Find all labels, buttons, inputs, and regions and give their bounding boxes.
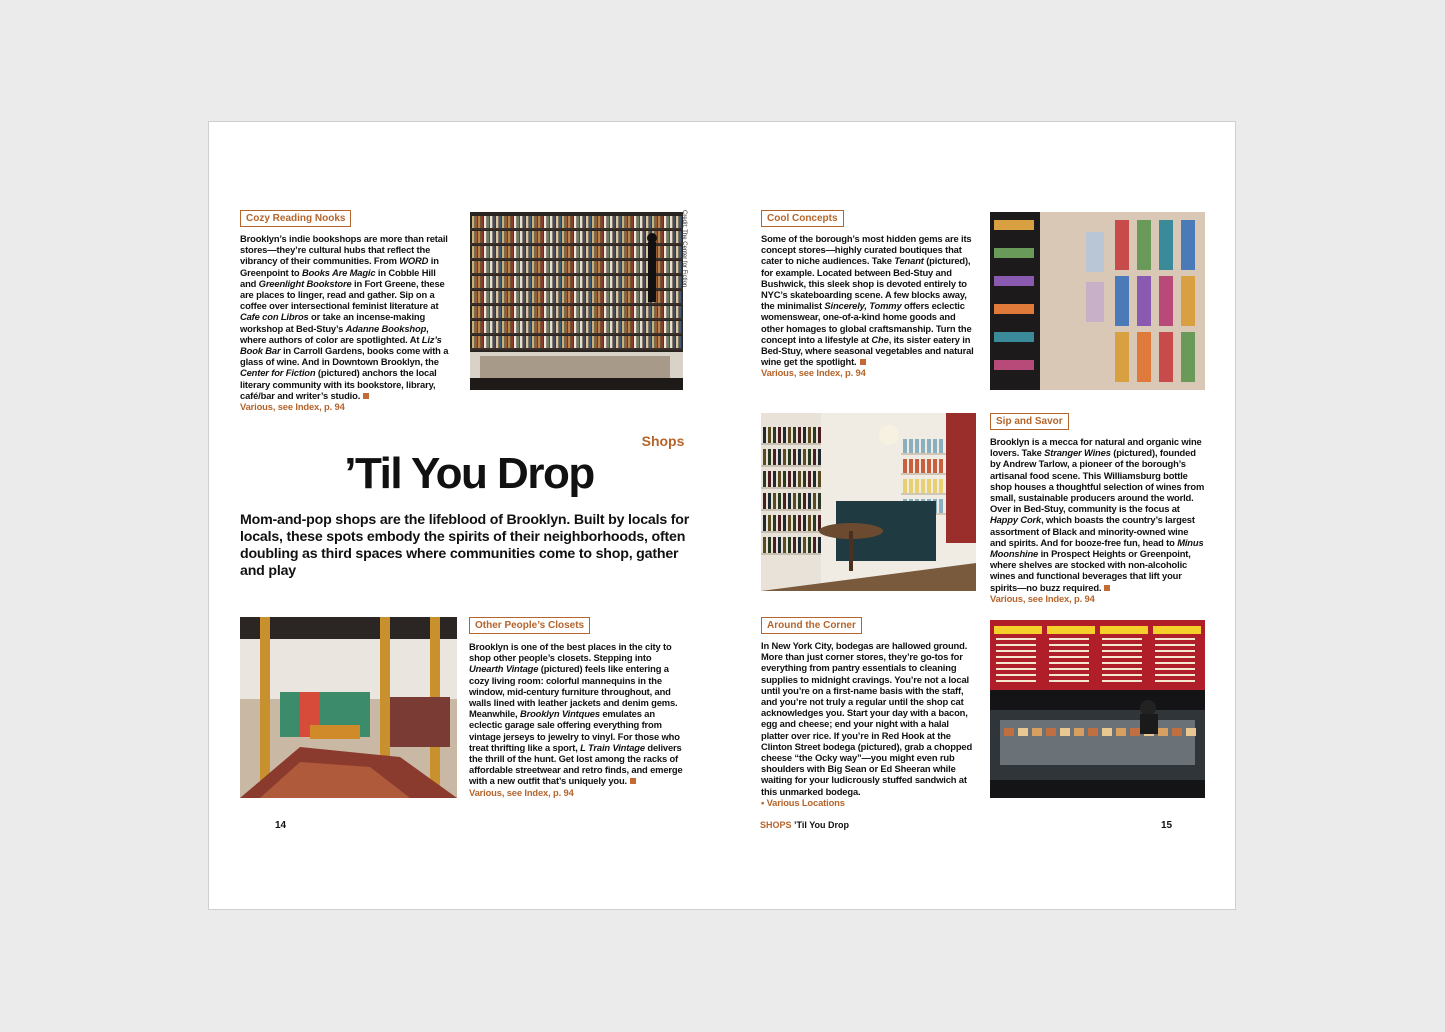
corner-source: • Various Locations xyxy=(761,796,845,808)
other-peoples-closets-text: Brooklyn is one of the best places in the city to shop other people’s closets. Stepping into Unearth Vintage (pictured) feels like entering a cozy living room: colorful mannequins in the window, mid-century furniture throughout, and walls lined with leather jackets and denim gems. Meanwhile, Brooklyn Vintques emulates an eclectic garage sale offering everything from vintage jerseys to jewelry to vinyl. For those who treat thrifting like a sport, L Train Vintage delivers the thrill of the hunt. Get lost among the racks of affordable streetwear and retro finds, and emerge with a new outfit that’s uniquely you. Various, see Index, p. 94 xyxy=(469,641,683,798)
bookstore-photo xyxy=(470,212,683,390)
other-peoples-closets-tag: Other People’s Closets xyxy=(469,617,590,634)
vintage-shop-photo xyxy=(240,617,457,798)
cool-concepts-text: Some of the borough’s most hidden gems are its concept stores—highly curated boutiques that cater to niche audiences. Take Tenant (pictured), for example. Located between Bed-Stuy and Bushwick, this sleek shop is devoted entirely to NYC’s skateboarding scene. A few blocks away, the minimalist Sincerely, Tommy offers eclectic womenswear, one-of-a-kind home goods and other homages to global craftsmanship. Turn the concept into a lifestyle at Che, its sister eatery in Bed-Stuy, where seasonal vegetables and natural wine get the spotlight. Various, see Index, p. 94 xyxy=(761,233,974,379)
page-number-left: 14 xyxy=(275,820,287,831)
footer-section: SHOPS xyxy=(760,820,792,830)
cool-concepts-tag: Cool Concepts xyxy=(761,210,844,227)
wine-shop-photo xyxy=(761,413,976,591)
dek-text: Mom-and-pop shops are the lifeblood of Brooklyn. Built by locals for locals, these spots embody the spirits of their neighborhoods, often doubling as third spaces where communities come to shop, gather and play xyxy=(240,512,690,579)
photo-credit: Credit: The Center for Fiction xyxy=(681,210,687,288)
cozy-source: Various, see Index, p. 94 xyxy=(240,401,345,413)
sip-and-savor-tag: Sip and Savor xyxy=(990,413,1069,430)
running-footer xyxy=(760,820,849,830)
closets-source: Various, see Index, p. 94 xyxy=(469,786,574,798)
concepts-source: Various, see Index, p. 94 xyxy=(761,367,866,379)
section-kicker: Shops xyxy=(641,433,685,449)
sip-and-savor-text: Brooklyn is a mecca for natural and organic wine lovers. Take Stranger Wines (pictured), founded by Andrew Tarlow, a pioneer of the borough’s artisanal food scene. This Williamsburg bottle shop houses a thoughtful selection of wines from small, sustainable producers around the world. Over in Bed-Stuy, community is the focus at Happy Cork, which boasts the country’s largest assortment of Black and minority-owned wine and spirits. And for booze-free fun, head to Minus Moonshine in Prospect Heights or Greenpoint, where shelves are stocked with non-alcoholic wines and functional beverages that lift your spirits—no buzz required. Various, see Index, p. 94 xyxy=(990,436,1205,604)
page-headline: ’Til You Drop xyxy=(344,449,594,498)
cozy-reading-nooks-text: Brooklyn’s indie bookshops are more than retail stores—they’re cultural hubs that reflect the vibrancy of their communities. From WORD in Greenpoint to Books Are Magic in Cobble Hill and Greenlight Bookstore in Fort Greene, these are places to linger, read and gather. Sip on a coffee over intersectional feminist literature at Cafe con Libros or take an incense-making workshop at Bed-Stuy’s Adanne Bookshop, where authors of color are spotlighted. At Liz’s Book Bar in Carroll Gardens, books come with a glass of wine. And in Downtown Brooklyn, the Center for Fiction (pictured) anchors the local literary community with its bookstore, library, café/bar and writer’s studio. Various, see Index, p. 94 xyxy=(240,233,449,413)
bodega-photo xyxy=(990,620,1205,798)
skateboard-shop-photo xyxy=(990,212,1205,390)
sip-source: Various, see Index, p. 94 xyxy=(990,592,1095,604)
cozy-reading-nooks-tag: Cozy Reading Nooks xyxy=(240,210,351,227)
end-mark-icon xyxy=(860,359,866,365)
around-the-corner-tag: Around the Corner xyxy=(761,617,862,634)
magazine-spread xyxy=(208,121,1236,910)
around-the-corner-text: In New York City, bodegas are hallowed ground. More than just corner stores, they’re go-tos for everything from pantry essentials to cleaning supplies to midnight cravings. You’re not a local until you’re on a first-name basis with the staff, and you’re not truly a regular until the shop cat acknowledges you. Start your day with a bacon, egg and cheese; end your night with a halal platter over rice. If you’re in Red Hook at the Clinton Street bodega (pictured), grab a chopped cheese “the Ocky way”—you might even rub shoulders with Big Sean or Ed Sheeran while waiting for your ludicrously stuffed sandwich at this unmarked bodega. • Various Locations xyxy=(761,640,973,808)
footer-title: ’Til You Drop xyxy=(794,820,850,830)
end-mark-icon xyxy=(363,393,369,399)
end-mark-icon xyxy=(1104,585,1110,591)
end-mark-icon xyxy=(630,778,636,784)
page-number-right: 15 xyxy=(1161,820,1173,831)
